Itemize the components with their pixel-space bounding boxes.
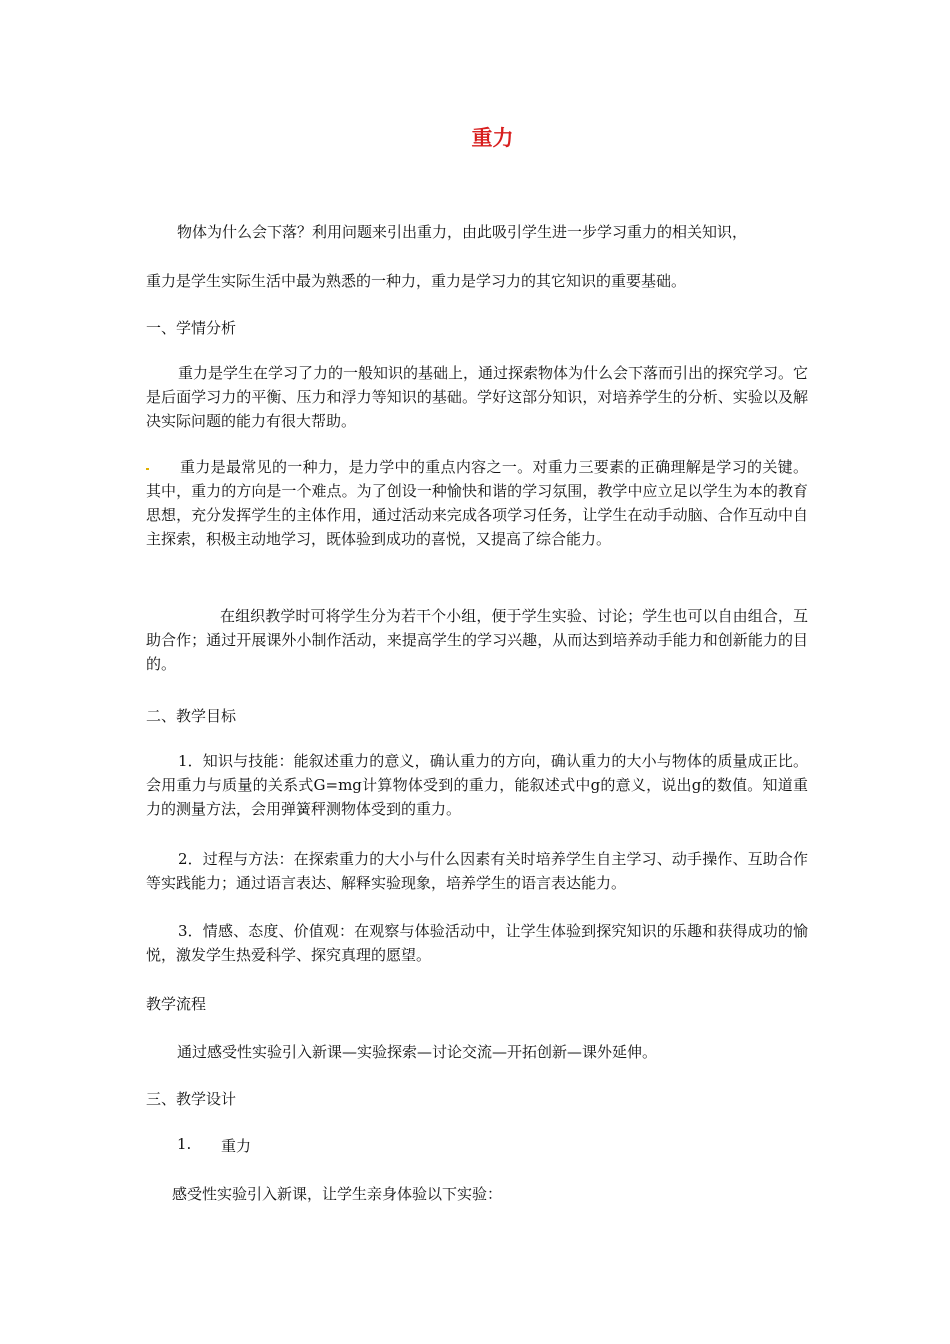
design-text: 感受性实验引入新课，让学生亲身体验以下实验： [172, 1185, 503, 1203]
goal-knowledge-skills: 1．知识与技能：能叙述重力的意义，确认重力的方向，确认重力的大小与物体的质量成正比。会用重力与质量的关系式G=mg计算物体受到的重力，能叙述式中g的意义，说出g的数值。知道重力的测量方法，会用弹簧秤测物体受到的重力。 [146, 752, 808, 818]
paragraph-learning-analysis-2: 重力是最常见的一种力，是力学中的重点内容之一。对重力三要素的正确理解是学习的关键。其中，重力的方向是一个难点。为了创设一种愉快和谐的学习氛围，教学中应立足以学生为本的教育思想，充分发挥学生的主体作用，通过活动来完成各项学习任务，让学生在动手动脑、合作互动中自主探索，积极主动地学习，既体验到成功的喜悦，又提高了综合能力。 [146, 458, 808, 548]
item-number: 1. [177, 1135, 192, 1153]
document-title: 重力 [471, 126, 514, 150]
section-heading-2: 二、教学目标 [146, 707, 237, 725]
intro-line-2: 重力是学生实际生活中最为熟悉的一种力，重力是学习力的其它知识的重要基础。 [146, 272, 687, 290]
paragraph-learning-analysis-3: 在组织教学时可将学生分为若干个小组，便于学生实验、讨论；学生也可以自由组合，互助合作；通过开展课外小制作活动，来提高学生的学习兴趣，从而达到培养动手能力和创新能力的目的。 [146, 607, 808, 673]
section-heading-3: 三、教学设计 [146, 1090, 237, 1108]
flow-heading: 教学流程 [146, 995, 207, 1013]
intro-line-1: 物体为什么会下落？利用问题来引出重力，由此吸引学生进一步学习重力的相关知识， [177, 223, 748, 241]
item-title: 重力 [221, 1137, 252, 1155]
paragraph-learning-analysis-1: 重力是学生在学习了力的一般知识的基础上，通过探索物体为什么会下落而引出的探究学习。它是后面学习力的平衡、压力和浮力等知识的基础。学好这部分知识，对培养学生的分析、实验以及解决实际问题的能力有很大帮助。 [146, 364, 809, 430]
goal-emotion-values: 3．情感、态度、价值观：在观察与体验活动中，让学生体验到探究知识的乐趣和获得成功的愉悦，激发学生热爱科学、探究真理的愿望。 [146, 922, 808, 964]
flow-text: 通过感受性实验引入新课—实验探索—讨论交流—开拓创新—课外延伸。 [177, 1043, 658, 1061]
goal-process-methods: 2．过程与方法：在探索重力的大小与什么因素有关时培养学生自主学习、动手操作、互助合作等实践能力；通过语言表达、解释实验现象，培养学生的语言表达能力。 [146, 850, 808, 892]
section-heading-1: 一、学情分析 [146, 319, 237, 337]
